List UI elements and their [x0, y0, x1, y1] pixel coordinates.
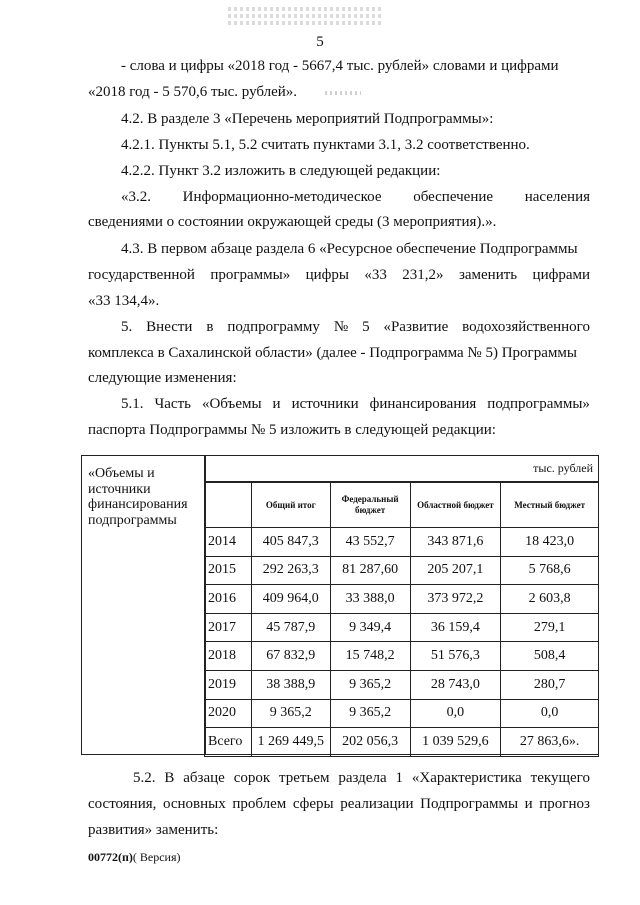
document-code: 00772(п) [88, 850, 133, 864]
word: основных [162, 796, 226, 812]
table-row [205, 670, 599, 699]
value-cell: 9 365,2 [251, 699, 330, 728]
value-cell: 81 287,60 [330, 556, 410, 585]
word: 5. [121, 319, 133, 335]
word: водохозяйственного [462, 319, 590, 335]
word: «Развитие [383, 319, 449, 335]
funding-table [204, 482, 599, 757]
word: населения [524, 189, 590, 205]
paragraph-line: «33 134,4». [88, 293, 160, 309]
word: Подпрограммы [420, 796, 519, 812]
paragraph-line: паспорта Подпрограммы № 5 изложить в следующей редакции: [88, 422, 496, 438]
column-header: Федеральный бюджет [330, 483, 410, 528]
word: заменить [458, 267, 518, 283]
word: абзаце [183, 770, 225, 786]
value-cell: 28 743,0 [410, 670, 501, 699]
table-row [205, 642, 599, 671]
justified-line [121, 318, 590, 336]
word: цифрами [532, 267, 590, 283]
word: Внести [146, 319, 193, 335]
value-cell: 9 365,2 [330, 670, 410, 699]
table-units: тыс. рублей [204, 455, 599, 482]
paragraph-line: комплекса в Сахалинской области» (далее - Подпрограмма № 5) Программы [88, 345, 577, 361]
word: третьем [279, 770, 330, 786]
word: сферы [292, 796, 334, 812]
value-cell: 15 748,2 [330, 642, 410, 671]
value-cell: 18 423,0 [501, 528, 599, 557]
word: 231,2» [402, 267, 444, 283]
justified-line [121, 395, 590, 413]
year-cell: Всего [205, 728, 252, 757]
value-cell: 9 365,2 [330, 699, 410, 728]
scan-smudge [325, 91, 361, 95]
word: проблем [232, 796, 287, 812]
word: 5.1. [121, 396, 144, 412]
word: государственной [88, 267, 195, 283]
paragraph-line: сведениями о состоянии окружающей среды (3 мероприятия).». [88, 214, 497, 230]
table-row [205, 728, 599, 757]
value-cell: 1 039 529,6 [410, 728, 501, 757]
year-cell: 2018 [205, 642, 252, 671]
word: программы» [210, 267, 291, 283]
value-cell: 508,4 [501, 642, 599, 671]
paragraph-line: 4.2.2. Пункт 3.2 изложить в следующей редакции: [121, 163, 441, 179]
value-cell: 67 832,9 [251, 642, 330, 671]
word: В [164, 770, 175, 786]
paragraph-line: 4.2. В разделе 3 «Перечень мероприятий Подпрограммы»: [121, 111, 494, 127]
word: раздела [338, 770, 387, 786]
table-row-label: «Объемы и источники финансирования подпрограммы [88, 466, 188, 528]
word: и [272, 396, 281, 412]
value-cell: 409 964,0 [251, 585, 330, 614]
year-cell: 2014 [205, 528, 252, 557]
justified-line [121, 188, 590, 206]
year-cell: 2016 [205, 585, 252, 614]
value-cell: 405 847,3 [251, 528, 330, 557]
paragraph-line: 4.3. В первом абзаце раздела 6 «Ресурсное обеспечение Подпрограммы [121, 241, 578, 257]
value-cell: 279,1 [501, 613, 599, 642]
value-cell: 2 603,8 [501, 585, 599, 614]
paragraph-line: следующие изменения: [88, 370, 237, 386]
word: 1 [395, 770, 403, 786]
value-cell: 5 768,6 [501, 556, 599, 585]
value-cell: 1 269 449,5 [251, 728, 330, 757]
year-cell: 2015 [205, 556, 252, 585]
justified-line [88, 795, 590, 813]
word: реализации [340, 796, 414, 812]
value-cell: 343 871,6 [410, 528, 501, 557]
value-cell: 38 388,9 [251, 670, 330, 699]
word: в [206, 319, 214, 335]
table-row [205, 613, 599, 642]
word: источники [291, 396, 359, 412]
word: подпрограммы» [487, 396, 590, 412]
table-row [205, 585, 599, 614]
word: прогноз [539, 796, 590, 812]
year-cell: 2017 [205, 613, 252, 642]
paragraph-line: - слова и цифры «2018 год - 5667,4 тыс. рублей» словами и цифрами [121, 58, 559, 74]
table-row [205, 699, 599, 728]
word: обеспечение [413, 189, 494, 205]
table-row [205, 528, 599, 557]
value-cell: 292 263,3 [251, 556, 330, 585]
paragraph-line: развития» заменить: [88, 822, 219, 838]
paragraph-line: 4.2.1. Пункты 5.1, 5.2 считать пунктами 3.1, 3.2 соответственно. [121, 137, 530, 153]
column-header: Областной бюджет [410, 483, 501, 528]
value-cell: 51 576,3 [410, 642, 501, 671]
word: подпрограмму [227, 319, 320, 335]
page-number: 5 [316, 34, 324, 50]
word: Информационно-методическое [182, 189, 382, 205]
value-cell: 45 787,9 [251, 613, 330, 642]
word: 5.2. [133, 770, 156, 786]
word: состояния, [88, 796, 157, 812]
value-cell: 9 349,4 [330, 613, 410, 642]
registration-stamp [228, 4, 383, 26]
word: «Объемы [201, 396, 262, 412]
value-cell: 0,0 [501, 699, 599, 728]
word: Часть [154, 396, 191, 412]
justified-line [88, 266, 590, 284]
word: финансирования [369, 396, 477, 412]
year-cell: 2019 [205, 670, 252, 699]
word: сорок [233, 770, 271, 786]
word: № [333, 319, 349, 335]
justified-line [133, 769, 590, 787]
document-footer [88, 850, 181, 865]
value-cell: 0,0 [410, 699, 501, 728]
value-cell: 205 207,1 [410, 556, 501, 585]
paragraph-line: «2018 год - 5 570,6 тыс. рублей». [88, 83, 361, 101]
year-cell: 2020 [205, 699, 252, 728]
value-cell: 373 972,2 [410, 585, 501, 614]
value-cell: 202 056,3 [330, 728, 410, 757]
word: 5 [362, 319, 370, 335]
document-version: ( Версия) [132, 850, 181, 864]
column-header: Местный бюджет [501, 483, 599, 528]
column-header: Общий итог [251, 483, 330, 528]
word: «Характеристика [411, 770, 522, 786]
value-cell: 43 552,7 [330, 528, 410, 557]
table-header-row [205, 483, 599, 528]
value-cell: 280,7 [501, 670, 599, 699]
value-cell: 33 388,0 [330, 585, 410, 614]
value-cell: 27 863,6». [501, 728, 599, 757]
word: «3.2. [121, 189, 151, 205]
word: цифры [305, 267, 349, 283]
value-cell: 36 159,4 [410, 613, 501, 642]
column-header [205, 483, 252, 528]
word: текущего [530, 770, 590, 786]
table-row [205, 556, 599, 585]
word: и [524, 796, 533, 812]
paragraph-line [133, 769, 590, 787]
word: «33 [364, 267, 387, 283]
